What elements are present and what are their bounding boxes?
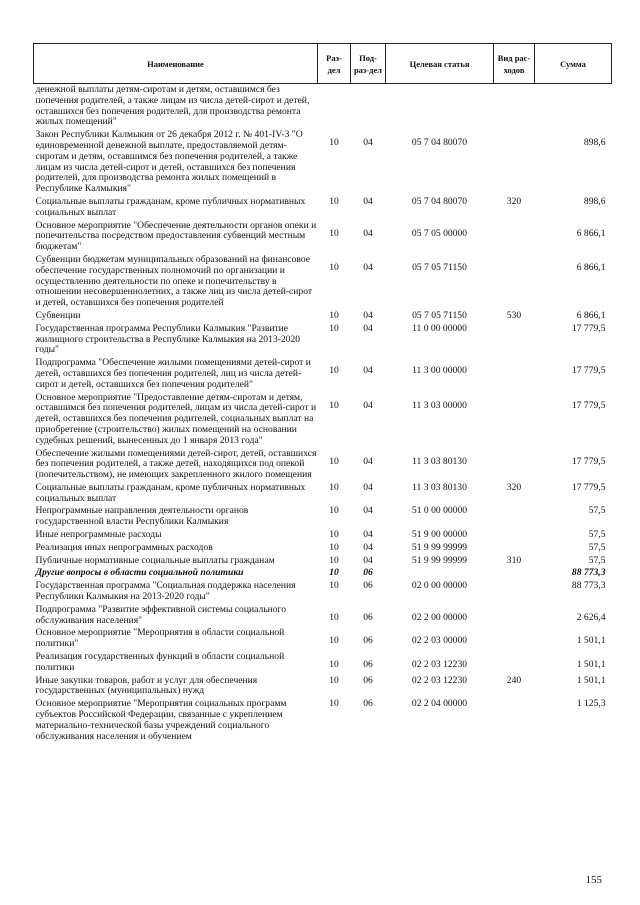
- row-celevaya: 02 2 03 12230: [411, 659, 468, 671]
- row-celevaya: 05 7 04 80070: [411, 195, 468, 207]
- page-number: 155: [585, 874, 602, 886]
- row-podrazdel: 06: [363, 698, 373, 710]
- row-summa: 17 779,5: [571, 365, 606, 377]
- row-podrazdel: 06: [363, 674, 373, 686]
- row-summa: 6 866,1: [576, 261, 606, 273]
- table-row: [34, 128, 612, 195]
- row-name: Другие вопросы в области социальной политики: [35, 567, 244, 579]
- row-name: денежной выплаты детям-сиротам и детям, оставшимся без попечения родителей, а также лицам из числа детей-сирот и детей, оставшихся без попечения родителей, для производства ремонта жилых помещений": [35, 84, 310, 128]
- row-podrazdel: 04: [363, 195, 373, 207]
- row-razdel: 10: [329, 611, 339, 623]
- header-summa: Сумма: [535, 44, 612, 84]
- row-summa: 1 501,1: [576, 659, 606, 671]
- row-podrazdel: 04: [363, 399, 373, 411]
- row-vid: [494, 128, 535, 195]
- table-row: [34, 356, 612, 390]
- table-body: [34, 84, 612, 743]
- row-razdel: 10: [329, 554, 339, 566]
- header-vid: Вид рас-ходов: [494, 44, 535, 84]
- table-row: [34, 566, 612, 579]
- row-vid: 310: [506, 554, 522, 566]
- header-name: Наименование: [34, 44, 318, 84]
- table-row: [34, 481, 612, 505]
- row-podrazdel: 04: [363, 455, 373, 467]
- row-razdel: 10: [329, 322, 339, 334]
- row-razdel: 10: [329, 659, 339, 671]
- row-razdel: 10: [329, 455, 339, 467]
- row-podrazdel: 06: [363, 567, 373, 579]
- row-summa: 2 626,4: [576, 611, 606, 623]
- row-name: Иные непрограммные расходы: [35, 529, 162, 541]
- row-podrazdel: 04: [363, 541, 373, 553]
- table-row: [34, 504, 612, 528]
- row-podrazdel: 06: [363, 659, 373, 671]
- row-name: Основное мероприятие "Обеспечение деятельности органов опеки и попечительства посредством предоставления субвенций местным бюджетам": [35, 219, 317, 253]
- row-vid: [494, 603, 535, 627]
- row-summa: 57,5: [588, 554, 606, 566]
- row-podrazdel: [351, 84, 386, 129]
- row-podrazdel: 04: [363, 554, 373, 566]
- table-row: [34, 541, 612, 554]
- row-razdel: 10: [329, 567, 339, 579]
- table-row: [34, 195, 612, 219]
- row-celevaya: 02 2 03 12230: [411, 674, 468, 686]
- row-summa: 6 866,1: [576, 227, 606, 239]
- row-vid: [494, 541, 535, 554]
- row-vid: 320: [506, 195, 522, 207]
- row-vid: [494, 322, 535, 356]
- row-vid: [494, 528, 535, 541]
- row-summa: 57,5: [588, 505, 606, 517]
- row-name: Социальные выплаты гражданам, кроме публичных нормативных социальных выплат: [35, 481, 306, 504]
- row-vid: [494, 626, 535, 650]
- row-vid: [494, 356, 535, 390]
- row-vid: 320: [506, 481, 522, 493]
- row-podrazdel: 04: [363, 137, 373, 149]
- row-celevaya: 05 7 05 00000: [411, 227, 468, 239]
- row-vid: [494, 650, 535, 674]
- row-razdel: 10: [329, 137, 339, 149]
- row-summa: 88 773,3: [571, 567, 606, 579]
- table-row: [34, 554, 612, 567]
- row-vid: [494, 253, 535, 309]
- row-summa: 1 501,1: [576, 674, 606, 686]
- table-row: [34, 84, 612, 129]
- row-razdel: 10: [329, 505, 339, 517]
- row-name: Субвенции: [35, 309, 81, 321]
- row-summa: [535, 84, 612, 129]
- row-celevaya: 02 2 00 00000: [411, 611, 468, 623]
- row-name: Непрограммные направления деятельности органов государственной власти Республики Калмыкия: [35, 505, 249, 528]
- row-name: Основное мероприятие "Предоставление детям-сиротам и детям, оставшимся без попечения родителей, лицам из числа детей-сирот и детей, оставшихся без попечения родителей, социальных выплат на приобретение (строительство) жилых помещений на основании судебных решений, вынесенных до 1 января 2013 года": [35, 391, 317, 446]
- table-row: [34, 579, 612, 603]
- table-header: [34, 44, 612, 84]
- row-summa: 17 779,5: [571, 322, 606, 334]
- row-celevaya: 05 7 05 71150: [412, 261, 467, 273]
- row-celevaya: 51 9 99 99999: [411, 541, 468, 553]
- row-celevaya: 11 3 03 00000: [412, 399, 467, 411]
- table-row: [34, 391, 612, 447]
- row-celevaya: 02 2 03 00000: [411, 635, 468, 647]
- row-vid: [494, 504, 535, 528]
- row-name: Подпрограмма "Обеспечение жилыми помещениями детей-сирот и детей, оставшихся без попечения родителей, лиц из числа детей-сирот и детей, оставшихся без попечения родителей": [35, 357, 311, 390]
- row-celevaya: [386, 84, 494, 129]
- table-row: [34, 219, 612, 253]
- row-summa: 17 779,5: [571, 455, 606, 467]
- row-vid: 240: [506, 674, 522, 686]
- row-name: Основное мероприятие "Мероприятия социальных программ субъектов Российской Федерации, связанные с укреплением материально-технической базы учреждений социального обслуживания населения и обучением: [35, 698, 287, 742]
- row-vid: [494, 697, 535, 742]
- row-celevaya: 51 9 00 00000: [411, 529, 468, 541]
- table-row: [34, 626, 612, 650]
- row-podrazdel: 06: [363, 580, 373, 592]
- row-summa: 17 779,5: [571, 481, 606, 493]
- row-summa: 6 866,1: [576, 309, 606, 321]
- row-summa: 88 773,3: [571, 580, 606, 592]
- row-name: Социальные выплаты гражданам, кроме публичных нормативных социальных выплат: [35, 195, 306, 218]
- row-celevaya: 11 3 03 80130: [412, 481, 467, 493]
- row-vid: [494, 579, 535, 603]
- row-vid: [494, 566, 535, 579]
- row-name: Государственная программа Республики Калмыкия "Развитие жилищного строительства в Республике Калмыкия на 2013-2020 годы": [35, 322, 301, 356]
- table-row: [34, 650, 612, 674]
- row-razdel: [318, 84, 351, 129]
- row-summa: 898,6: [583, 195, 606, 207]
- row-razdel: 10: [329, 365, 339, 377]
- row-razdel: 10: [329, 674, 339, 686]
- row-name: Подпрограмма "Развитие эффективной системы социального обслуживания населения": [35, 603, 287, 626]
- row-razdel: 10: [329, 541, 339, 553]
- row-summa: 898,6: [583, 137, 606, 149]
- row-podrazdel: 04: [363, 505, 373, 517]
- table-row: [34, 674, 612, 698]
- row-name: Закон Республики Калмыкия от 26 декабря 2012 г. № 401-IV-З "О единовременной денежной выплате, предоставляемой детям-сиротам и детям, оставшимся без попечения родителей, а также лицам из числа детей-сирот и детей, оставшихся без попечения родителей, для производства ремонта жилых помещений в Республике Калмыкия": [35, 129, 303, 195]
- row-podrazdel: 04: [363, 261, 373, 273]
- row-name: Субвенции бюджетам муниципальных образований на финансовое обеспечение государственных полномочий по организации и осуществлению деятельности по опеке и попечительству в отношении несовершеннолетних, а также лиц из числа детей-сирот и детей, оставшихся без попечения родителей: [35, 253, 313, 309]
- row-razdel: 10: [329, 529, 339, 541]
- row-celevaya: 02 0 00 00000: [411, 580, 468, 592]
- row-razdel: 10: [329, 698, 339, 710]
- table-row: [34, 447, 612, 481]
- row-name: Обеспечение жилыми помещениями детей-сирот, детей, оставшихся без попечения родителей, а также детей, находящихся под опекой (попечительством), не имеющих закрепленного жилого помещения: [35, 447, 317, 481]
- row-summa: 57,5: [588, 529, 606, 541]
- row-vid: [494, 447, 535, 481]
- row-name: Иные закупки товаров, работ и услуг для обеспечения государственных (муниципальных) нужд: [35, 674, 258, 697]
- row-podrazdel: 04: [363, 481, 373, 493]
- table-row: [34, 253, 612, 309]
- table-row: [34, 309, 612, 322]
- row-podrazdel: 04: [363, 309, 373, 321]
- row-celevaya: 02 2 04 00000: [411, 698, 468, 710]
- row-podrazdel: 04: [363, 227, 373, 239]
- table-row: [34, 322, 612, 356]
- row-podrazdel: 04: [363, 365, 373, 377]
- row-name: Государственная программа "Социальная поддержка населения Республики Калмыкия на 2013-2020 годы": [35, 580, 296, 603]
- row-celevaya: 11 3 03 80130: [412, 455, 467, 467]
- row-celevaya: [386, 566, 494, 579]
- table-row: [34, 603, 612, 627]
- row-podrazdel: 04: [363, 322, 373, 334]
- header-podrazdel: Под-раз-дел: [351, 44, 386, 84]
- row-razdel: 10: [329, 635, 339, 647]
- row-razdel: 10: [329, 399, 339, 411]
- row-podrazdel: 06: [363, 611, 373, 623]
- header-celevaya: Целевая статья: [386, 44, 494, 84]
- row-summa: 17 779,5: [571, 399, 606, 411]
- table-row: [34, 528, 612, 541]
- row-vid: [494, 219, 535, 253]
- table-row: [34, 697, 612, 742]
- row-name: Основное мероприятие "Мероприятия в области социальной политики": [35, 627, 285, 650]
- row-razdel: 10: [329, 481, 339, 493]
- row-vid: [494, 391, 535, 447]
- row-name: Реализация иных непрограммных расходов: [35, 541, 213, 553]
- row-celevaya: 05 7 05 71150: [412, 309, 467, 321]
- row-celevaya: 51 9 99 99999: [411, 554, 468, 566]
- row-celevaya: 11 0 00 00000: [412, 322, 467, 334]
- row-podrazdel: 06: [363, 635, 373, 647]
- row-vid: 530: [506, 309, 522, 321]
- row-razdel: 10: [329, 580, 339, 592]
- row-celevaya: 11 3 00 00000: [412, 365, 467, 377]
- row-name: Реализация государственных функций в области социальной политики: [35, 651, 285, 673]
- row-razdel: 10: [329, 309, 339, 321]
- budget-table: [33, 43, 612, 742]
- row-razdel: 10: [329, 261, 339, 273]
- row-celevaya: 51 0 00 00000: [411, 505, 468, 517]
- row-summa: 1 125,3: [576, 698, 606, 710]
- row-summa: 1 501,1: [576, 635, 606, 647]
- row-podrazdel: 04: [363, 529, 373, 541]
- row-vid: [494, 84, 535, 129]
- row-razdel: 10: [329, 227, 339, 239]
- row-razdel: 10: [329, 195, 339, 207]
- row-summa: 57,5: [588, 541, 606, 553]
- row-celevaya: 05 7 04 80070: [411, 137, 468, 149]
- row-name: Публичные нормативные социальные выплаты гражданам: [35, 554, 275, 566]
- header-razdel: Раз-дел: [318, 44, 351, 84]
